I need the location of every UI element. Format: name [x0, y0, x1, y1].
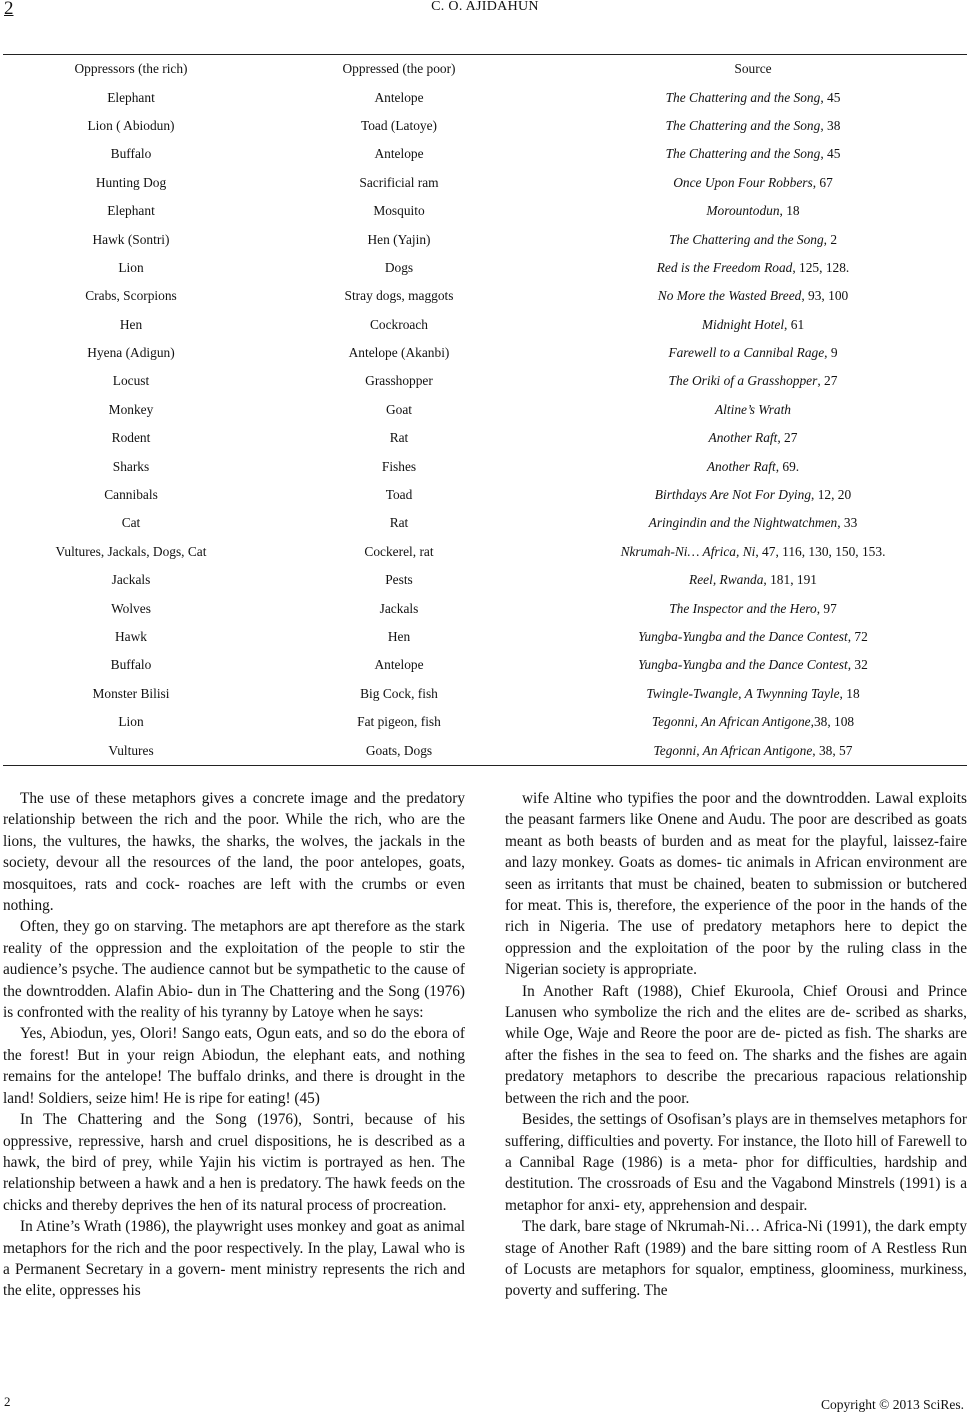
table-row	[3, 538, 967, 566]
table-body	[3, 83, 967, 764]
oppressor-cell: Buffalo	[110, 657, 152, 673]
metaphor-table	[3, 54, 967, 766]
source-pages: , 97	[816, 600, 837, 616]
source-title: Yungba-Yungba and the Dance Contest	[638, 657, 848, 673]
source-cell	[539, 311, 967, 339]
oppressor-cell: Locust	[112, 373, 150, 389]
source-title: Reel, Rwanda	[689, 572, 764, 588]
oppressed-cell: Toad	[385, 487, 413, 503]
source-title: No More the Wasted Breed	[657, 288, 802, 304]
oppressed-cell: Rat	[389, 430, 409, 446]
table-row	[3, 509, 967, 537]
source-title: Red is the Freedom Road	[656, 259, 793, 275]
oppressor-cell: Lion	[118, 714, 144, 730]
oppressed-cell: Fishes	[381, 458, 417, 474]
oppressed-cell: Grasshopper	[365, 373, 433, 389]
oppressor-cell: Elephant	[107, 203, 155, 219]
oppressed-cell: Goat	[385, 401, 413, 417]
body-paragraph: Yes, Abiodun, yes, Olori! Sango eats, Ogun eats, and so do the ebora of the forest! But in your reign Abiodun, the elephant eats, and nothing remains for the antelope! The buffalo drinks, and there is drought in the land! Soldiers, seize him! He is ripe for eating! (45)	[3, 1025, 465, 1107]
source-pages: , 47, 116, 130, 150, 153.	[755, 543, 886, 559]
source-pages: , 69.	[775, 458, 800, 474]
source-cell	[539, 651, 967, 679]
body-column-right	[505, 788, 967, 1302]
oppressed-cell: Antelope	[374, 89, 424, 105]
source-pages: , 72	[847, 629, 868, 644]
source-title: Midnight Hotel	[701, 316, 785, 332]
oppressor-cell: Sharks	[112, 458, 150, 474]
oppressed-cell: Goats, Dogs	[365, 742, 433, 758]
column-header-oppressed: Oppressed (the poor)	[342, 61, 456, 77]
source-pages: , 12, 20	[811, 487, 852, 503]
oppressor-cell: Vultures	[108, 742, 154, 758]
source-pages: , 38, 57	[812, 742, 853, 758]
oppressed-cell: Stray dogs, maggots	[344, 288, 454, 304]
source-cell	[539, 566, 967, 594]
oppressor-cell: Lion	[118, 259, 144, 275]
source-title: Aringindin and the Nightwatchmen	[648, 515, 838, 531]
oppressor-cell: Hawk (Sontri)	[92, 231, 170, 247]
source-pages: , 181, 191	[763, 572, 817, 588]
oppressed-cell: Fat pigeon, fish	[357, 714, 441, 730]
source-cell	[539, 112, 967, 140]
source-pages: , 61	[784, 316, 805, 332]
source-title: Tegonni, An African Antigone	[651, 714, 811, 730]
source-title: Birthdays Are Not For Dying	[654, 487, 812, 503]
source-cell	[539, 339, 967, 367]
source-pages: , 67	[812, 174, 833, 190]
table-row	[3, 311, 967, 339]
table-row	[3, 452, 967, 480]
oppressed-cell: Sacrificial ram	[359, 174, 439, 190]
table-row	[3, 197, 967, 225]
oppressed-cell: Mosquito	[373, 203, 425, 219]
body-paragraph: Besides, the settings of Osofisan’s plays are in themselves metaphors for suffering, difficulties and poverty. For instance, the Iloto hill of Farewell to a Cannibal Rage (1986) is a meta- phor for difficulties, hardship and destitution. The crossroads of Esu and the Vagabond Minstrels (1991) is a metaphor for anxi- ety, apprehension and despair.	[505, 1111, 967, 1214]
oppressed-cell: Antelope	[374, 146, 424, 162]
source-cell	[539, 140, 967, 168]
body-paragraph: In The Chattering and the Song (1976), Sontri, because of his oppressive, repressive, harsh and cruel dispositions, he is described as a hawk, the bird of prey, while Yajin his victim is portrayed as hen. The relationship between a hawk and a hen is predatory. The hawk feeds on the chicks and thereby deprives the hen of its natural process of procreation.	[3, 1111, 465, 1214]
source-cell	[539, 169, 967, 197]
body-paragraph: wife Altine who typifies the poor and the downtrodden. Lawal exploits the peasant farmers like Onene and Audu. The poor are described as goats meant as both beasts of burden and as meat for the playful, laissez-faire and lazy monkey. Goats as domes- tic animals in African environment are seen as irritants that must be chained, beaten to submission or butchered for meat. This is, therefore, the experience of the poor in the hands of the rich in Nigeria. The use of predatory metaphors here to depict the oppression and the exploitation of the poor by the ruling class in the Nigerian society is appropriate.	[505, 790, 967, 979]
source-title: Once Upon Four Robbers	[673, 174, 813, 190]
source-cell	[539, 623, 967, 651]
source-title: The Chattering and the Song	[665, 146, 821, 162]
source-cell	[539, 509, 967, 537]
oppressor-cell: Hunting Dog	[95, 174, 167, 190]
oppressor-cell: Jackals	[111, 572, 151, 588]
oppressed-cell: Pests	[385, 572, 413, 588]
source-cell	[539, 367, 967, 395]
body-paragraph: In Another Raft (1988), Chief Ekuroola, Chief Orousi and Prince Lanusen who symbolize the rich and the elites are de- scribed as sharks, while Oge, Waje and Reore the poor are de- picted as fish. The sharks are after the fishes in the sea to feed on. The sharks and the fishes are again predatory metaphors to describe the precarious rapacious relationship between the rich and the poor.	[505, 982, 967, 1107]
table-row	[3, 594, 967, 622]
column-header-source: Source	[734, 61, 772, 77]
oppressed-cell: Hen	[387, 629, 411, 644]
oppressed-cell: Antelope (Akanbi)	[348, 345, 450, 361]
oppressed-cell: Toad (Latoye)	[360, 117, 438, 133]
source-title: Twingle-Twangle, A Twynning Tayle	[646, 685, 840, 701]
source-cell	[539, 225, 967, 253]
source-pages: , 45	[820, 89, 841, 105]
source-title: The Oriki of a Grasshopper	[668, 373, 818, 389]
source-title: Another Raft	[708, 430, 778, 446]
body-paragraph: The dark, bare stage of Nkrumah-Ni… Africa-Ni (1991), the dark empty stage of Another Raft (1989) and the bare sitting room of A Restless Run of Locusts are metaphors for squalor, emptiness, gloominess, murkiness, poverty and suffering. The	[505, 1218, 967, 1300]
source-cell	[539, 736, 967, 764]
oppressor-cell: Wolves	[111, 600, 151, 616]
table-row	[3, 396, 967, 424]
source-pages: , 93, 100	[801, 288, 849, 304]
source-title: Morountodun	[706, 203, 780, 219]
oppressor-cell: Hyena (Adigun)	[87, 345, 175, 361]
oppressed-cell: Jackals	[379, 600, 419, 616]
source-cell	[539, 708, 967, 736]
oppressed-cell: Big Cock, fish	[360, 685, 438, 701]
body-paragraph: Often, they go on starving. The metaphors are apt therefore as the stark reality of the oppression and the exploitation of the people to stir the audience’s psyche. The audience cannot but be sympathetic to the cause of the downtrodden. Alafin Abio- dun in The Chattering and the Song (1976) is confronted with the reality of his tyranny by Latoye when he says:	[3, 918, 465, 1022]
table-row	[3, 140, 967, 168]
oppressed-cell: Cockerel, rat	[364, 543, 434, 559]
table-row	[3, 367, 967, 395]
source-cell	[539, 452, 967, 480]
oppressor-cell: Lion ( Abiodun)	[87, 117, 175, 133]
table-row	[3, 83, 967, 111]
source-pages: ,38, 108	[810, 714, 855, 730]
table-row	[3, 481, 967, 509]
source-pages: , 33	[837, 515, 858, 531]
running-head: C. O. AJIDAHUN	[431, 0, 539, 14]
source-pages: , 27	[777, 430, 798, 446]
oppressor-cell: Elephant	[107, 89, 155, 105]
source-cell	[539, 538, 967, 566]
oppressed-cell: Hen (Yajin)	[367, 231, 431, 247]
table-row	[3, 282, 967, 310]
oppressor-cell: Cannibals	[104, 487, 158, 503]
source-title: The Chattering and the Song	[665, 89, 821, 105]
body-paragraph: In Atine’s Wrath (1986), the playwright uses monkey and goat as animal metaphors for the rich and the poor respectively. In the play, Lawal who is a Permanent Secretary in a govern- ment ministry represents the rich and the elite, oppresses his	[3, 1218, 465, 1300]
source-title: The Chattering and the Song	[665, 117, 821, 133]
oppressed-cell: Dogs	[384, 259, 414, 275]
oppressor-cell: Monkey	[108, 401, 154, 417]
source-title: Tegonni, An African Antigone	[653, 742, 813, 758]
source-pages: , 125, 128.	[792, 259, 850, 275]
source-title: Nkrumah-Ni… Africa, Ni	[620, 543, 756, 559]
source-title: Yungba-Yungba and the Dance Contest	[638, 629, 848, 644]
source-pages: , 18	[839, 685, 860, 701]
table-row	[3, 254, 967, 282]
source-pages: , 38	[820, 117, 841, 133]
table-row	[3, 424, 967, 452]
table-row	[3, 566, 967, 594]
page-number-top: 2	[4, 0, 14, 19]
source-pages: , 32	[847, 657, 868, 673]
source-cell	[539, 282, 967, 310]
source-cell	[539, 396, 967, 424]
oppressor-cell: Buffalo	[110, 146, 152, 162]
oppressor-cell: Hawk	[115, 629, 147, 644]
source-cell	[539, 481, 967, 509]
source-title: The Chattering and the Song	[668, 231, 824, 247]
source-pages: , 9	[824, 345, 838, 361]
oppressed-cell: Cockroach	[369, 316, 428, 332]
table-row	[3, 623, 967, 651]
source-title: Another Raft	[706, 458, 776, 474]
oppressor-cell: Rodent	[111, 430, 151, 446]
oppressor-cell: Crabs, Scorpions	[85, 288, 177, 304]
source-pages: , 18	[779, 203, 800, 219]
oppressor-cell: Cat	[121, 515, 141, 531]
source-cell	[539, 83, 967, 111]
source-title: Altine’s Wrath	[714, 401, 791, 417]
table-row	[3, 169, 967, 197]
source-title: The Inspector and the Hero	[669, 600, 817, 616]
source-cell	[539, 424, 967, 452]
copyright-notice: Copyright © 2013 SciRes.	[820, 1397, 964, 1412]
table-header-row	[3, 55, 967, 83]
source-cell	[539, 680, 967, 708]
source-title: Farewell to a Cannibal Rage	[668, 345, 825, 361]
source-cell	[539, 254, 967, 282]
table-row	[3, 680, 967, 708]
oppressor-cell: Hen	[119, 316, 143, 332]
table-row	[3, 736, 967, 764]
body-paragraph: The use of these metaphors gives a concrete image and the predatory relationship between the rich and the poor. While the rich, who are the lions, the vultures, the hawks, the sharks, the wolves, the jackals in the society, devour all the resources of the land, the poor antelopes, goats, mosquitoes, rats and cock- roaches are left with the crumbs or even nothing.	[3, 790, 465, 915]
source-pages: , 45	[820, 146, 841, 162]
source-pages: , 27	[817, 373, 838, 389]
body-column-left	[3, 788, 465, 1302]
oppressed-cell: Rat	[389, 515, 409, 531]
table-row	[3, 708, 967, 736]
table-row	[3, 339, 967, 367]
oppressor-cell: Vultures, Jackals, Dogs, Cat	[55, 543, 207, 559]
oppressor-cell: Monster Bilisi	[92, 685, 170, 701]
oppressed-cell: Antelope	[374, 657, 424, 673]
table-row	[3, 112, 967, 140]
source-cell	[539, 594, 967, 622]
table-row	[3, 225, 967, 253]
page-number-bottom: 2	[4, 1394, 11, 1409]
table-row	[3, 651, 967, 679]
source-pages: , 2	[823, 231, 838, 247]
source-cell	[539, 197, 967, 225]
column-header-oppressors: Oppressors (the rich)	[74, 61, 188, 77]
